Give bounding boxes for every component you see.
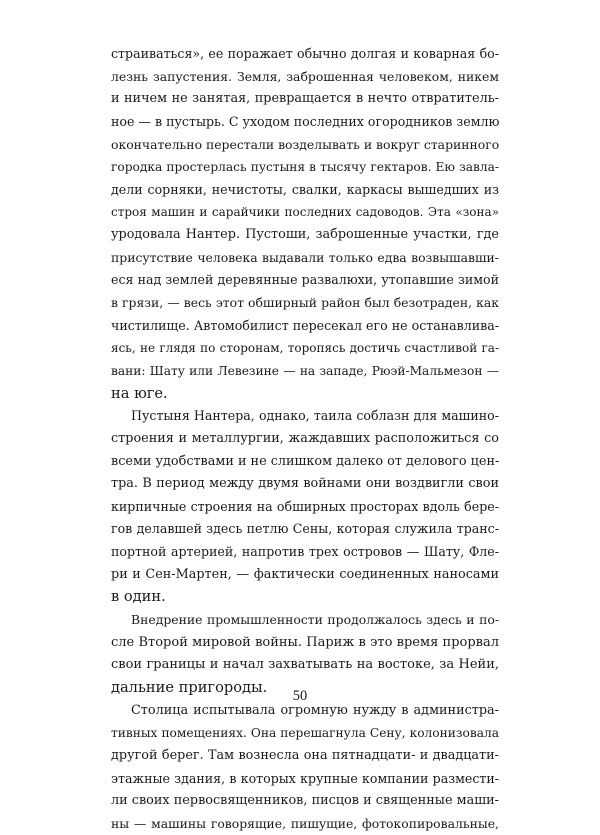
text-line: городка простерлась пустыня в тысячу гектаров. Ею завла- <box>111 160 499 175</box>
text-line: строения и металлургии, жаждавших расположиться со <box>111 430 499 446</box>
text-line: свои границы и начал захватывать на востоке, за Нейи, <box>111 657 499 673</box>
text-line: ри и Сен-Мартен, — фактически соединенных наносами <box>111 566 499 582</box>
text-line: ясь, не глядя по сторонам, торопясь достичь счастливой га- <box>111 341 499 356</box>
paragraph <box>111 700 499 835</box>
text-line: дели сорняки, нечистоты, свалки, каркасы вышедших из <box>111 181 499 197</box>
text-line: уродовала Нантер. Пустоши, заброшенные участки, где <box>111 227 499 243</box>
text-line: гов делавшей здесь петлю Сены, которая служила транс- <box>111 521 499 537</box>
text-line: тивных помещениях. Она перешагнула Сену, колонизовала <box>111 726 499 741</box>
text-line: Пустыня Нантера, однако, таила соблазн для машино- <box>131 408 499 424</box>
text-line: чистилище. Автомобилист пересекал его не останавлива- <box>111 317 499 333</box>
text-line: страиваться», ее поражает обычно долгая и коварная бо- <box>111 46 499 61</box>
text-line: всеми удобствами и не слишком далеко от делового цен- <box>111 453 500 469</box>
text-line: ное — в пустырь. С уходом последних огородников землю <box>111 113 500 129</box>
paragraph <box>111 609 499 700</box>
text-line: сле Второй мировой войны. Париж в это время прорвал <box>111 634 499 650</box>
paragraph <box>111 405 499 609</box>
text-line: присутствие человека выдавали только едва возвышавши- <box>111 249 499 265</box>
paragraph <box>111 43 499 405</box>
text-line: другой берег. Там вознесла она пятнадцати- и двадцати- <box>111 747 499 763</box>
text-line: кирпичные строения на обширных просторах вдоль бере- <box>111 498 499 514</box>
text-line: ны — машины говорящие, пишущие, фотокопировальные, <box>111 815 499 831</box>
text-line: лезнь запустения. Земля, заброшенная человеком, никем <box>111 68 499 84</box>
text-line: строя машин и сарайчики последних садоводов. Эта «зона» <box>111 205 499 220</box>
text-line: тра. В период между двумя войнами они воздвигли свои <box>111 476 499 492</box>
page-number: 50 <box>292 688 308 704</box>
text-line: в один. <box>111 588 166 606</box>
text-line: Столица испытывала огромную нужду в администра- <box>131 702 499 718</box>
text-line: ли своих первосвященников, писцов и священные маши- <box>111 793 499 809</box>
text-line: этажные здания, в которых крупные компании размести- <box>111 770 499 786</box>
text-line: на юге. <box>111 384 168 402</box>
text-line: и ничем не занятая, превращается в нечто отвратитель- <box>111 91 499 107</box>
text-line: в грязи, — весь этот обширный район был безотраден, как <box>111 295 499 311</box>
text-line: еся над землей деревянные развалюхи, утопавшие зимой <box>111 272 499 288</box>
text-line: портной артерией, напротив трех островов — Шату, Фле- <box>111 544 499 560</box>
text-line: вани: Шату или Левезине — на западе, Рюэй-Мальмезон — <box>111 363 499 378</box>
text-line: окончательно перестали возделывать и вокруг старинного <box>111 136 500 152</box>
text-line: дальние пригороды. <box>111 678 268 696</box>
text-line: Внедрение промышленности продолжалось здесь и по- <box>131 612 499 628</box>
body-text <box>111 43 499 835</box>
